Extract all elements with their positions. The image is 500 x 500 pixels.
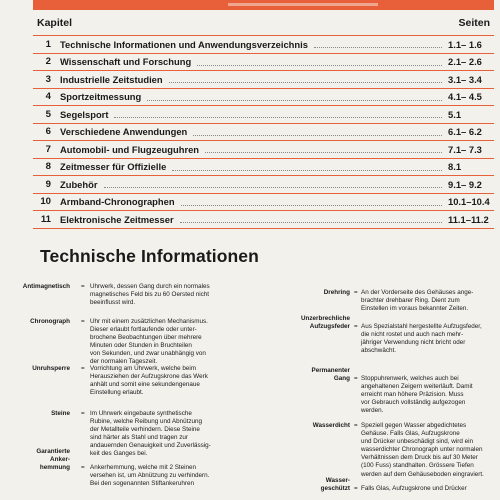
toc-row[interactable] [33, 89, 494, 107]
glossary-definition-line: andauernden Genauigkeit und Zuverlässig- [90, 442, 211, 450]
toc-chapter-number: 1 [45, 38, 51, 50]
glossary-definition-line: beeinflusst wird. [90, 299, 136, 307]
toc-row[interactable] [33, 141, 494, 159]
glossary-term-line: Unzerbrechliche [301, 314, 350, 322]
toc-chapter-title: Automobil- und Flugzeuguhren [60, 143, 200, 155]
glossary-definition-line: der Metallteile verhindern. Diese Steine [90, 426, 200, 434]
equals-sign: = [354, 375, 358, 382]
toc-row[interactable] [33, 124, 494, 142]
glossary-term [262, 422, 350, 430]
toc-dot-leader [197, 64, 442, 66]
glossary-definition-line: versehen ist, um Abnützung zu verhindern. [90, 472, 210, 480]
equals-sign: = [81, 318, 85, 325]
toc-page-range: 10.1–10.4 [448, 196, 490, 208]
toc-row[interactable] [33, 54, 494, 72]
toc-chapter-title: Industrielle Zeitstudien [60, 73, 163, 85]
glossary-definition-line: Falls Glas, Aufzugskrone und Drücker [361, 485, 467, 492]
toc-chapter-title: Zeitmesser für Offizielle [60, 161, 167, 173]
toc-page-range: 5.1 [448, 108, 462, 120]
equals-sign: = [354, 289, 358, 296]
toc-row[interactable] [33, 194, 494, 212]
glossary-definition-line: Einstellen im voraus bekannter Zeiten. [361, 305, 469, 313]
equals-sign: = [81, 283, 85, 290]
glossary-definition-line: Aus Spezialstahl hergestellte Aufzugsfeder, [361, 323, 482, 330]
glossary-term-line: Unruhsperre [32, 365, 70, 372]
glossary-definition [90, 318, 208, 367]
glossary-definition-line: Uhr mit einem zusätzlichen Mechanismus. [90, 318, 208, 325]
glossary-definition-line: magnetisches Feld bis zu 60 Oersted nicht [90, 291, 210, 299]
toc-row[interactable] [33, 211, 494, 229]
glossary-definition-line: An der Vorderseite des Gehäuses ange- [361, 289, 474, 296]
glossary-term-line: Antimagnetisch [22, 283, 70, 290]
glossary-definition-line: Dieser erlaubt fortlaufende oder unter- [90, 326, 197, 334]
toc-dot-leader [181, 204, 442, 206]
equals-sign: = [81, 410, 85, 417]
toc-page-range: 3.1– 3.4 [448, 73, 482, 85]
glossary-definition [90, 410, 211, 459]
glossary-definition-line: Minuten oder Stunden in Bruchteilen [90, 342, 192, 350]
toc-chapter-title: Technische Informationen und Anwendungsverzeichnis [60, 38, 308, 50]
equals-sign: = [354, 485, 358, 492]
glossary-term [4, 410, 70, 418]
toc-chapter-number: 2 [45, 56, 51, 68]
glossary-term-line: Anker- [50, 455, 70, 463]
glossary-definition [90, 464, 209, 488]
toc-row[interactable] [33, 36, 494, 54]
glossary-definition-line: Ankerhemmung, welche mit 2 Steinen [90, 464, 197, 471]
table-of-contents [33, 0, 494, 229]
toc-top-bar [33, 0, 494, 10]
glossary-definition [361, 375, 473, 415]
toc-page-range: 9.1– 9.2 [448, 178, 482, 190]
toc-heading-pages: Seiten [458, 16, 490, 29]
toc-dot-leader [169, 81, 442, 83]
glossary-term-line: Drehring [323, 289, 350, 296]
toc-dot-leader [104, 186, 443, 188]
equals-sign: = [81, 464, 85, 471]
glossary-definition-line: wasserdichter Chronograph unter normalen [361, 446, 483, 454]
glossary-definition-line: anhält und somit eine sekundengenaue [90, 381, 200, 389]
glossary-definition-line: brochene Beobachtungen über mehrere [90, 334, 202, 342]
toc-chapter-title: Zubehör [60, 178, 98, 190]
glossary-definition-line: jähriger Verwendung nicht bricht oder [361, 339, 466, 347]
toc-page-range: 7.1– 7.3 [448, 143, 482, 155]
toc-page-range: 8.1 [448, 161, 462, 173]
toc-dot-leader [114, 116, 442, 118]
glossary-definition [361, 323, 482, 355]
glossary-definition-line: vor Gebrauch vollständig aufgezogen [361, 399, 466, 407]
glossary-definition-line: abschwächt. [361, 347, 397, 355]
glossary-definition-line: und Drücker unbeschädigt sind, wird ein [361, 438, 474, 446]
glossary-definition-line: sind härter als Stahl und tragen zur [90, 434, 189, 442]
toc-dot-leader [172, 169, 442, 171]
glossary-term-line: geschützt [320, 485, 350, 492]
toc-rows [33, 36, 494, 229]
glossary-term [4, 283, 70, 291]
glossary-definition-line: die nicht rostet und auch nach mehr- [361, 331, 464, 339]
toc-dot-leader [180, 221, 442, 223]
glossary-definition [361, 485, 467, 493]
toc-chapter-number: 11 [40, 213, 51, 225]
glossary-definition-line: Verhältnissen dem Druck bis auf 30 Meter [361, 454, 478, 462]
glossary-definition-line: Stoppuhrenwerk, welches auch bei [361, 375, 459, 382]
toc-chapter-number: 10 [40, 196, 51, 208]
glossary-term [262, 367, 350, 383]
toc-chapter-title: Armband-Chronographen [60, 196, 175, 208]
glossary-term-line: Wasserdicht [312, 422, 350, 429]
equals-sign: = [354, 422, 358, 429]
glossary-term-line: Gang [333, 375, 350, 382]
equals-sign: = [354, 323, 358, 330]
toc-row[interactable] [33, 106, 494, 124]
toc-chapter-number: 7 [45, 143, 51, 155]
glossary-definition-line: Rubine, welche Reibung und Abnützung [90, 418, 203, 426]
toc-dot-leader [193, 134, 442, 136]
glossary-definition-line: Gehäuse. Falls Glas, Aufzugskrone [361, 430, 460, 438]
glossary-term-line: Wasser- [325, 476, 350, 484]
glossary-definition [361, 422, 484, 479]
glossary-term [262, 289, 350, 297]
toc-page-range: 1.1– 1.6 [448, 38, 482, 50]
glossary-definition-line: Vorrichtung am Uhrwerk, welche beim [90, 365, 197, 372]
glossary-definition [90, 283, 210, 307]
equals-sign: = [81, 365, 85, 372]
toc-row[interactable] [33, 159, 494, 177]
toc-top-bar-highlight [228, 3, 378, 6]
glossary-term [262, 315, 350, 331]
glossary-definition-line: brachter drehbarer Ring. Dient zum [361, 297, 460, 305]
toc-page-range: 6.1– 6.2 [448, 126, 482, 138]
glossary-term [4, 365, 70, 373]
toc-dot-leader [205, 151, 442, 153]
glossary-definition-line: von Sekunden, und zwar unabhängig von [90, 350, 206, 358]
glossary-definition [361, 289, 473, 313]
glossary-term [4, 448, 70, 472]
glossary-term-line: Aufzugsfeder [309, 323, 350, 330]
toc-page-range: 4.1– 4.5 [448, 91, 482, 103]
toc-row[interactable] [33, 71, 494, 89]
glossary-definition-line: der normalen Tageszeit. [90, 358, 158, 366]
section-title: Technische Informationen [40, 246, 259, 266]
glossary-definition-line: angehaltenen Zeigern weiterläuft. Damit [361, 383, 473, 391]
toc-chapter-number: 8 [45, 161, 51, 173]
glossary-term-line: Permanenter [311, 366, 350, 374]
glossary-term-line: hemmung [39, 464, 70, 471]
toc-page-range: 11.1–11.2 [448, 213, 489, 225]
toc-page-range: 2.1– 2.6 [448, 56, 482, 68]
glossary-definition-line: erreicht man höhere Präzision. Muss [361, 391, 464, 399]
glossary-definition-line: Herausziehen der Aufzugskrone das Werk [90, 373, 208, 381]
glossary-term [4, 318, 70, 326]
glossary-definition-line: Speziell gegen Wasser abgedichtetes [361, 422, 467, 429]
toc-chapter-title: Wissenschaft und Forschung [60, 56, 192, 68]
toc-chapter-title: Verschiedene Anwendungen [60, 126, 188, 138]
glossary-definition-line: Bei den sogenannten Stiftankeruhren [90, 480, 194, 488]
glossary-definition-line: (100 Fuss) standhalten. Grössere Tiefen [361, 462, 474, 470]
toc-chapter-number: 5 [45, 108, 51, 120]
toc-dot-leader [147, 99, 442, 101]
toc-chapter-number: 4 [45, 91, 51, 103]
toc-heading-chapter: Kapitel [37, 16, 73, 29]
glossary-term-line: Garantierte [36, 447, 70, 455]
glossary-definition-line: keit des Ganges bei. [90, 450, 148, 458]
glossary-term-line: Steine [51, 410, 70, 417]
glossary-definition-line: Uhrwerk, dessen Gang durch ein normales [90, 283, 210, 290]
glossary-term [262, 477, 350, 493]
toc-chapter-number: 6 [45, 126, 51, 138]
toc-chapter-number: 3 [45, 73, 51, 85]
toc-chapter-number: 9 [45, 178, 51, 190]
toc-header [33, 10, 494, 36]
glossary-definition [90, 365, 208, 397]
toc-chapter-title: Elektronische Zeitmesser [60, 213, 174, 225]
glossary-definition-line: werden auf dem Gehäuseboden eingraviert. [361, 470, 484, 478]
glossary-definition-line: werden. [361, 407, 384, 415]
glossary-term-line: Chronograph [30, 318, 70, 325]
glossary-definition-line: Einstellung erlaubt. [90, 389, 144, 397]
toc-row[interactable] [33, 176, 494, 194]
toc-chapter-title: Sportzeitmessung [60, 91, 142, 103]
toc-dot-leader [314, 46, 442, 48]
glossary-definition-line: Im Uhrwerk eingebaute synthetische [90, 410, 192, 417]
toc-chapter-title: Segelsport [60, 108, 109, 120]
